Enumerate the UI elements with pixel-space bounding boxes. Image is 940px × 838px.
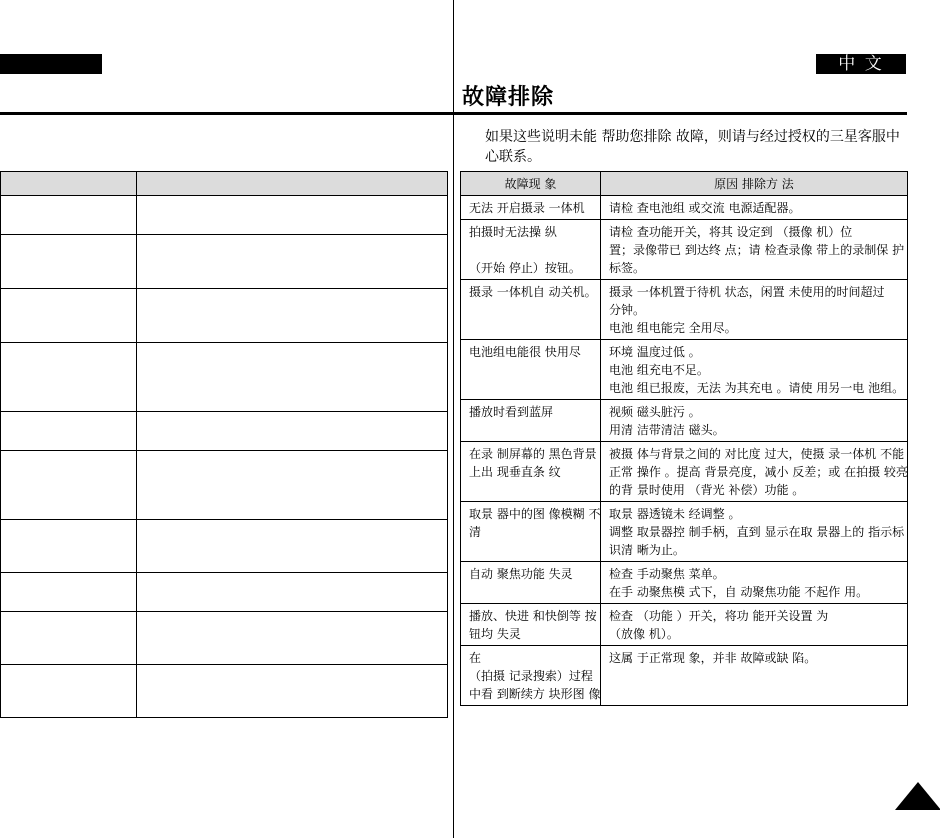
table-row	[461, 400, 908, 442]
left-header-cell	[137, 172, 448, 196]
symptom-cell	[461, 604, 601, 646]
cause-line: 识清 晰为止。	[609, 543, 685, 557]
table-row	[461, 442, 908, 502]
left-cell	[1, 412, 137, 451]
table-row	[461, 604, 908, 646]
cause-line: 电池 组已报废，无法 为其充电 。请使 用另一电 池组。	[609, 381, 905, 395]
cause-line: 标签。	[609, 261, 646, 275]
cause-line: 调整 取景器控 制手柄，直到 显示在取 景器上的 指示标	[609, 525, 905, 539]
left-cell	[1, 343, 137, 412]
cause-line: 正常 操作 。提高 背景亮度，减小 反差；或 在拍摄 较亮	[609, 465, 908, 479]
left-cell	[1, 235, 137, 289]
cause-line: 在手 动聚焦模 式下，自 动聚焦功能 不起作 用。	[609, 585, 869, 599]
title-rule	[0, 112, 907, 115]
cause-line: 置；录像带已 到达终 点；请 检查录像 带上的录制保 护	[609, 243, 905, 257]
cause-cell	[601, 604, 908, 646]
left-cell	[137, 343, 448, 412]
symptom-line: （开始 停止）按钮。	[469, 261, 581, 275]
table-row	[461, 502, 908, 562]
table-row	[461, 562, 908, 604]
symptom-cell	[461, 280, 601, 340]
left-cell	[137, 573, 448, 612]
left-cell	[1, 520, 137, 573]
left-cell	[137, 289, 448, 343]
symptom-line: 清	[469, 525, 482, 539]
symptom-line: 上出 现垂直条 纹	[469, 465, 561, 479]
symptom-line: 在	[469, 651, 482, 665]
column-header-cause: 原因 排除方 法	[601, 172, 908, 196]
symptom-line: 自动 聚焦功能 失灵	[469, 567, 573, 581]
symptom-cell	[461, 220, 601, 280]
symptom-cell	[461, 340, 601, 400]
cause-cell	[601, 280, 908, 340]
symptom-line	[469, 241, 596, 259]
symptom-line: 钮均 失灵	[469, 627, 521, 641]
language-tab-chinese: 中 文	[816, 54, 906, 74]
symptom-line: （拍摄 记录搜索）过程	[469, 669, 593, 683]
table-row	[461, 646, 908, 706]
left-cell	[1, 196, 137, 235]
intro-text: 如果这些说明未能 帮助您排除 故障，则请与经过授权的三星客服中心联系。	[485, 129, 900, 165]
cause-line: 检查 （功能 ）开关，将功 能开关设置 为	[609, 609, 829, 623]
cause-line: （放像 机）。	[609, 627, 679, 641]
left-blank-table	[0, 171, 448, 718]
cause-line: 的背 景时使用 （背光 补偿）功能 。	[609, 483, 805, 497]
table-row	[461, 220, 908, 280]
left-header-cell	[1, 172, 137, 196]
cause-line: 电池 组电能完 全用尽。	[609, 321, 737, 335]
symptom-line: 中看 到断续方 块形图 像	[469, 687, 601, 701]
cause-line: 请检 查功能开关，将其 设定到 （摄像 机）位	[609, 225, 853, 239]
symptom-line: 无法 开启摄录 一体机	[469, 201, 585, 215]
left-cell	[1, 612, 137, 665]
symptom-cell	[461, 400, 601, 442]
left-cell	[1, 573, 137, 612]
cause-line: 这属 于正常现 象，并非 故障或缺 陷。	[609, 651, 817, 665]
symptom-line: 播放、快进 和快倒等 按	[469, 609, 597, 623]
symptom-cell	[461, 196, 601, 220]
language-tab-left	[0, 54, 102, 74]
symptom-line: 拍摄时无法操 纵	[469, 225, 557, 239]
symptom-line: 在录 制屏幕的 黑色背景	[469, 447, 597, 461]
troubleshooting-table	[460, 171, 908, 706]
left-cell	[137, 235, 448, 289]
cause-line: 分钟。	[609, 303, 646, 317]
cause-cell	[601, 400, 908, 442]
cause-cell	[601, 340, 908, 400]
symptom-cell	[461, 442, 601, 502]
cause-line: 视频 磁头脏污 。	[609, 405, 701, 419]
cause-cell	[601, 442, 908, 502]
cause-cell	[601, 562, 908, 604]
left-cell	[137, 665, 448, 718]
page-title: 故障排除	[462, 85, 555, 110]
left-cell	[1, 665, 137, 718]
symptom-cell	[461, 502, 601, 562]
cause-line: 电池 组充电不足。	[609, 363, 709, 377]
cause-line: 环境 温度过低 。	[609, 345, 701, 359]
cause-line: 取景 器透镜未 经调整 。	[609, 507, 741, 521]
symptom-cell	[461, 646, 601, 706]
left-cell	[1, 289, 137, 343]
symptom-line: 取景 器中的图 像模糊 不	[469, 507, 601, 521]
page-up-triangle-icon	[895, 782, 940, 810]
cause-line: 被摄 体与背景之间的 对比度 过大，使摄 录一体机 不能	[609, 447, 905, 461]
left-cell	[137, 196, 448, 235]
column-header-symptom: 故障现 象	[461, 172, 601, 196]
left-cell	[137, 412, 448, 451]
cause-cell	[601, 646, 908, 706]
cause-cell	[601, 196, 908, 220]
left-cell	[137, 612, 448, 665]
symptom-cell	[461, 562, 601, 604]
table-row	[461, 280, 908, 340]
symptom-line: 电池组电能很 快用尽	[469, 345, 581, 359]
left-cell	[137, 451, 448, 520]
cause-cell	[601, 220, 908, 280]
page-divider	[453, 0, 454, 838]
cause-line: 用清 洁带清洁 磁头。	[609, 423, 725, 437]
cause-cell	[601, 502, 908, 562]
cause-line: 摄录 一体机置于待机 状态，闲置 未使用的时间超过	[609, 285, 885, 299]
cause-line: 检查 手动聚焦 菜单。	[609, 567, 725, 581]
left-cell	[137, 520, 448, 573]
table-row	[461, 196, 908, 220]
table-row	[461, 340, 908, 400]
left-cell	[1, 451, 137, 520]
symptom-line: 摄录 一体机自 动关机。	[469, 285, 597, 299]
cause-line: 请检 查电池组 或交流 电源适配器。	[609, 201, 801, 215]
symptom-line: 播放时看到蓝屏	[469, 405, 554, 419]
